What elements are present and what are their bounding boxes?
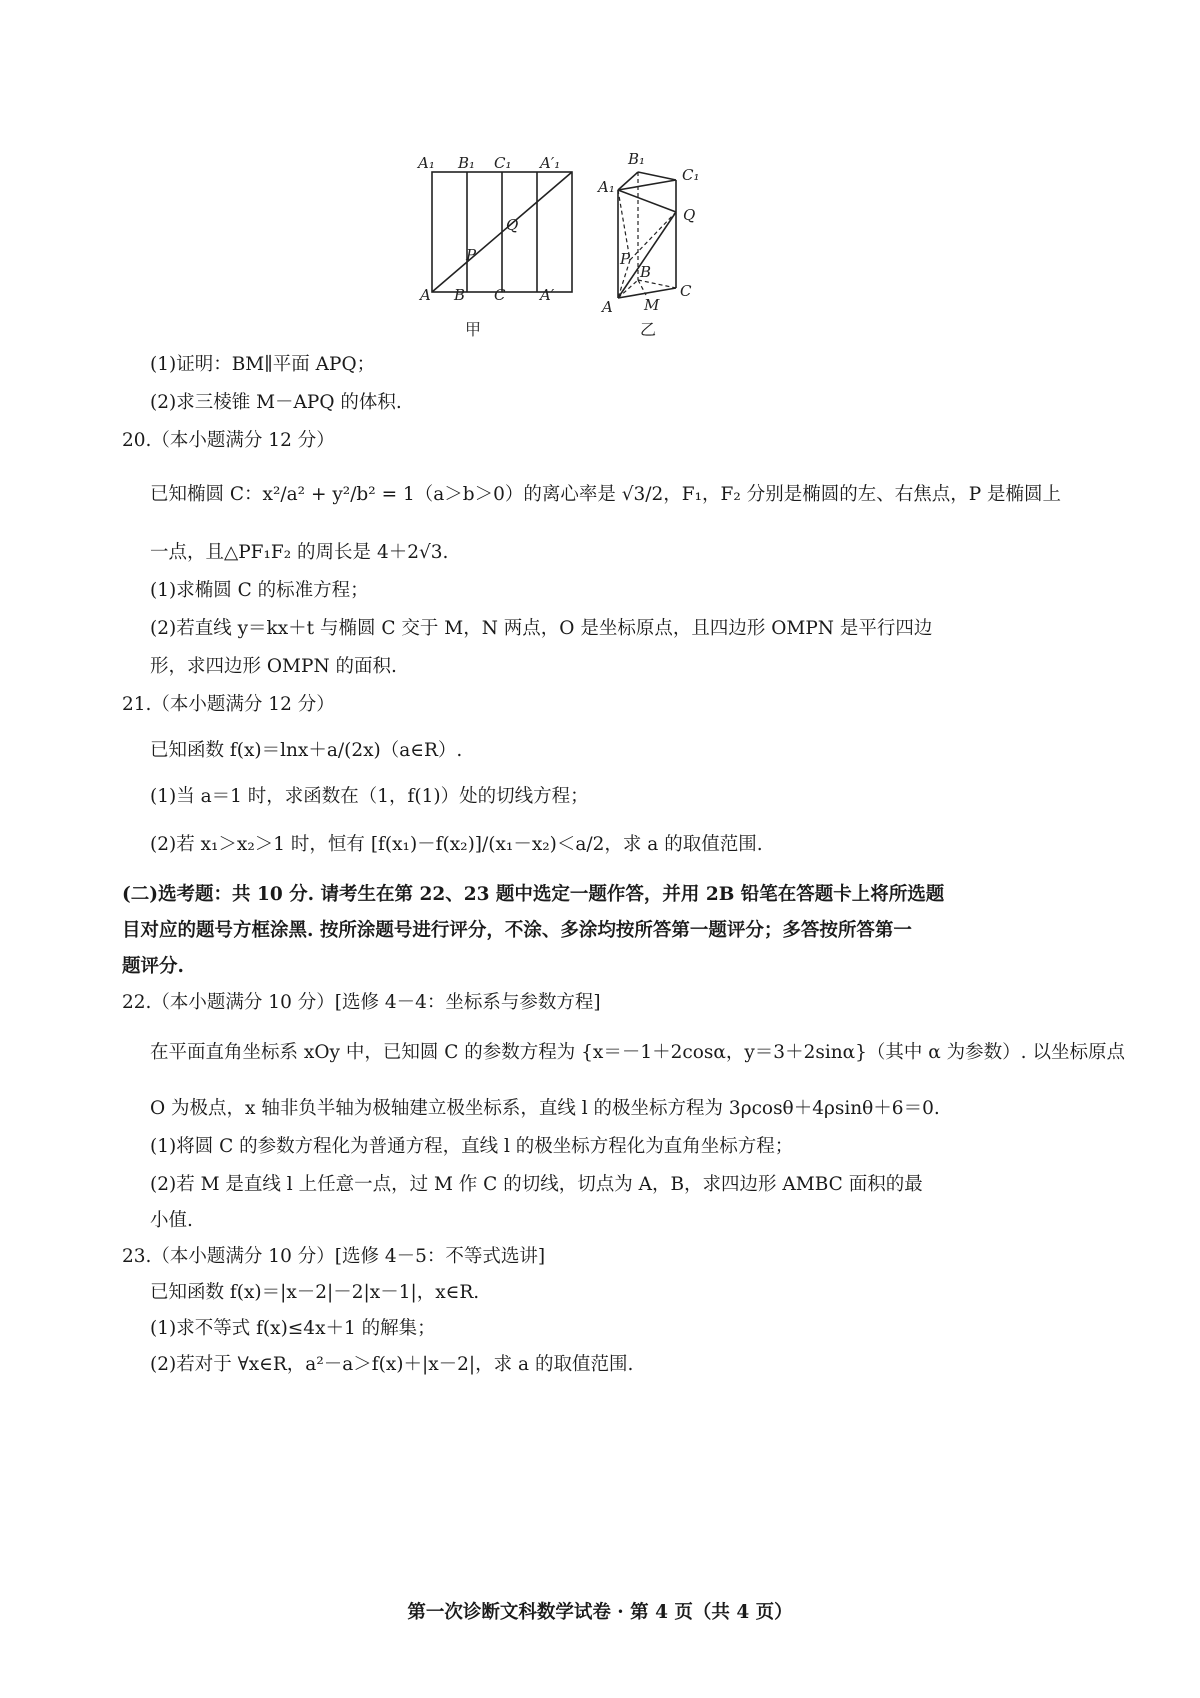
q22-stem-line1: 在平面直角坐标系 xOy 中，已知圆 C 的参数方程为 {x＝－1＋2cosα，y＝3＋2sinα}（其中 α 为参数）. 以坐标原点 xyxy=(150,1042,1125,1063)
q23-part1: (1)求不等式 f(x)≤4x＋1 的解集； xyxy=(150,1318,436,1339)
label-a1: A₁ xyxy=(418,154,435,172)
q20-stem-line1: 已知椭圆 C：x²/a² + y²/b² = 1（a＞b＞0）的离心率是 √3/2，F₁，F₂ 分别是椭圆的左、右焦点，P 是椭圆上 xyxy=(150,484,1062,505)
q20-part2-line1: (2)若直线 y＝kx＋t 与椭圆 C 交于 M，N 两点，O 是坐标原点，且四边形 OMPN 是平行四边 xyxy=(150,618,933,639)
q20-header: 20.（本小题满分 12 分） xyxy=(122,430,335,451)
caption-yi: 乙 xyxy=(640,320,657,339)
figure-jia-labels xyxy=(416,154,560,304)
label-a1-prime: A′₁ xyxy=(540,154,561,172)
figure-jia xyxy=(432,172,572,292)
label-a: A xyxy=(420,286,431,304)
q22-part1: (1)将圆 C 的参数方程化为普通方程，直线 l 的极坐标方程化为直角坐标方程； xyxy=(150,1136,794,1157)
label-q: Q xyxy=(506,216,519,234)
label-yi-a1: A₁ xyxy=(598,178,615,196)
q19-part2: (2)求三棱锥 M－APQ 的体积. xyxy=(150,392,402,413)
label-yi-m: M xyxy=(644,296,660,314)
geometry-figures xyxy=(418,150,770,380)
label-b1: B₁ xyxy=(458,154,476,172)
q23-stem: 已知函数 f(x)＝|x－2|－2|x－1|，x∈R. xyxy=(150,1282,480,1303)
q20-part1: (1)求椭圆 C 的标准方程； xyxy=(150,580,369,601)
caption-jia: 甲 xyxy=(465,320,482,339)
q22-stem-line2: O 为极点，x 轴非负半轴为极轴建立极坐标系，直线 l 的极坐标方程为 3ρcosθ＋4ρsinθ＋6＝0. xyxy=(150,1098,940,1119)
q21-part1: (1)当 a＝1 时，求函数在（1，f(1)）处的切线方程； xyxy=(150,786,589,807)
elective-instructions-line2: 目对应的题号方框涂黑. 按所涂题号进行评分，不涂、多涂均按所答第一题评分；多答按所答第一 xyxy=(122,920,912,941)
label-c1: C₁ xyxy=(494,154,512,172)
figure-yi-labels xyxy=(596,150,700,316)
q23-part2: (2)若对于 ∀x∈R，a²－a＞f(x)＋|x－2|，求 a 的取值范围. xyxy=(150,1354,634,1375)
label-yi-b1: B₁ xyxy=(628,150,646,168)
q21-header: 21.（本小题满分 12 分） xyxy=(122,694,335,715)
q20-stem-line2: 一点，且△PF₁F₂ 的周长是 4＋2√3. xyxy=(150,542,449,563)
label-yi-c: C xyxy=(680,282,692,300)
label-b: B xyxy=(454,286,466,304)
q22-part2-line2: 小值. xyxy=(150,1210,193,1231)
q23-header: 23.（本小题满分 10 分）[选修 4－5：不等式选讲] xyxy=(122,1246,546,1267)
q20-part2-line2: 形，求四边形 OMPN 的面积. xyxy=(150,656,397,677)
q19-part1: (1)证明：BM∥平面 APQ； xyxy=(150,354,376,375)
label-yi-p: P xyxy=(620,250,631,268)
q22-header: 22.（本小题满分 10 分）[选修 4－4：坐标系与参数方程] xyxy=(122,992,601,1013)
label-p: P xyxy=(466,246,477,264)
label-a-prime: A′ xyxy=(540,286,555,304)
q22-part2-line1: (2)若 M 是直线 l 上任意一点，过 M 作 C 的切线，切点为 A，B，求四边形 AMBC 面积的最 xyxy=(150,1174,923,1195)
label-yi-q: Q xyxy=(683,206,696,224)
label-yi-c1: C₁ xyxy=(682,166,700,184)
label-yi-a: A xyxy=(602,298,613,316)
label-yi-b: B xyxy=(640,263,652,281)
label-c: C xyxy=(494,286,506,304)
elective-instructions-line1: (二)选考题：共 10 分. 请考生在第 22、23 题中选定一题作答，并用 2B 铅笔在答题卡上将所选题 xyxy=(122,884,945,905)
page-footer: 第一次诊断文科数学试卷 · 第 4 页（共 4 页） xyxy=(407,1602,793,1623)
q21-part2: (2)若 x₁＞x₂＞1 时，恒有 [f(x₁)－f(x₂)]/(x₁－x₂)＜a/2，求 a 的取值范围. xyxy=(150,834,763,855)
elective-instructions-line3: 题评分. xyxy=(122,956,184,977)
q21-stem: 已知函数 f(x)＝lnx＋a/(2x)（a∈R）. xyxy=(150,740,463,761)
